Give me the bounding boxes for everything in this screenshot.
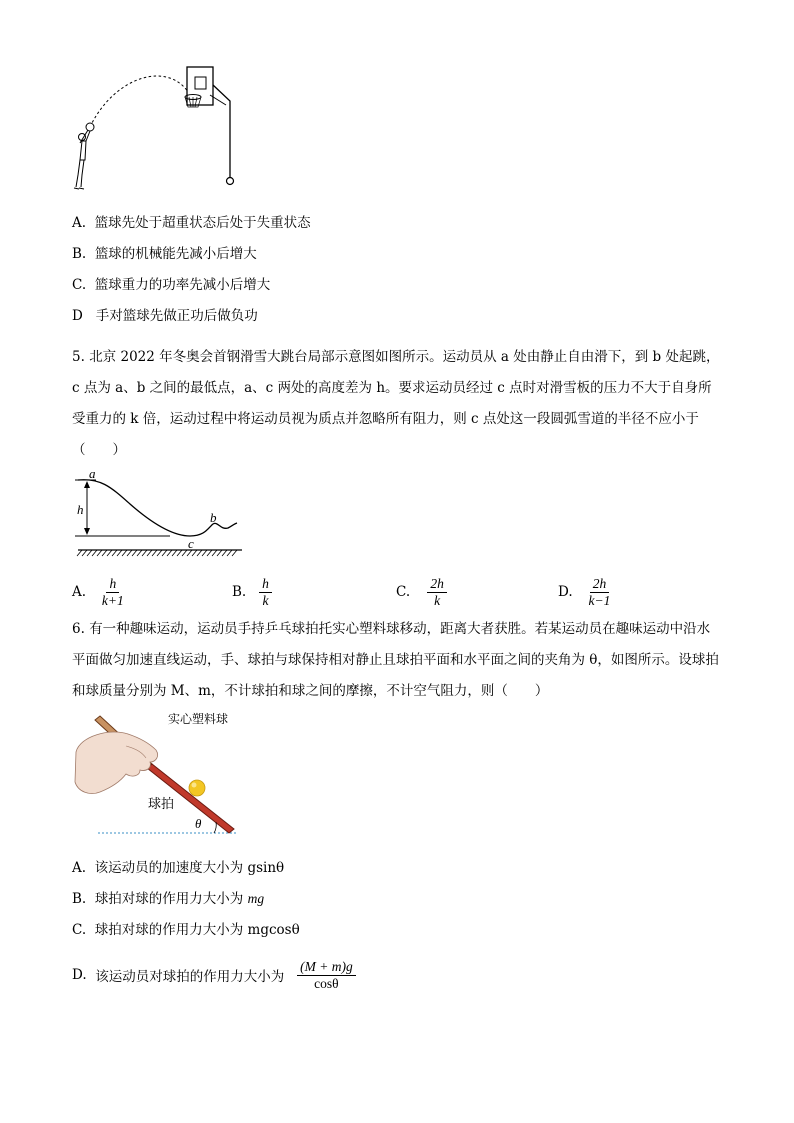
q6-option-c: C. 球拍对球的作用力大小为 mgcosθ — [72, 922, 300, 938]
label-racket: 球拍 — [148, 797, 175, 812]
label-c: c — [188, 536, 194, 551]
q6-option-d-fraction: $\frac{(M + m)g}{\cos\theta}$ — [297, 959, 356, 992]
racket-figure — [70, 712, 250, 840]
label-ball: 实心塑料球 — [168, 712, 229, 726]
q6-stem: 6. 有一种趣味运动，运动员手持乒乓球拍托实心塑料球移动，距离大者获胜。若某运动员在趣味运动中沿水平面做匀加速直线运动，手、球拍与球保持相对静止且球拍平面和水平面之间的夹角为 θ，如图所示。设球拍和球质量分别为 M、m，不计球拍和球之间的摩擦，不计空气阻力，则（ ） — [72, 621, 719, 699]
q4-option-c: C. 篮球重力的功率先减小后增大 — [72, 277, 271, 293]
q5-option-d-fraction: $\frac{2h}{k-1}$ — [588, 575, 611, 608]
q4-option-d: D 手对篮球先做正功后做负功 — [72, 308, 258, 324]
plastic-ball — [189, 780, 205, 796]
label-h: h — [77, 502, 84, 517]
q4-option-b: B. 篮球的机械能先减小后增大 — [72, 246, 257, 262]
q5-option-b-fraction: $\frac{h}{k}$ — [259, 576, 272, 609]
pole-base — [227, 178, 234, 185]
q6-option-d: D. 该运动员对球拍的作用力大小为 $\frac{(M + m)g}{\cos\theta}$ — [72, 955, 356, 995]
ski-slope-figure — [70, 466, 245, 566]
q5-option-c: C. $\frac{2h}{k}$ — [396, 572, 447, 612]
pole — [213, 85, 230, 180]
trajectory-path — [90, 76, 190, 127]
q5-option-b: B. $\frac{h}{k}$ — [232, 572, 272, 612]
q5-option-a-fraction: $\frac{h}{k+1}$ — [101, 575, 124, 608]
label-a: a — [89, 466, 96, 481]
label-b: b — [210, 510, 217, 525]
slope-curve — [78, 480, 237, 536]
basketball-figure — [60, 55, 260, 205]
q4-option-a: A. 篮球先处于超重状态后处于失重状态 — [72, 215, 311, 231]
label-theta: θ — [195, 816, 202, 831]
q5-option-d: D. $\frac{2h}{k-1}$ — [558, 572, 613, 612]
q5-option-c-fraction: $\frac{2h}{k}$ — [427, 576, 447, 609]
q6-option-b: B. 球拍对球的作用力大小为 mg — [72, 891, 265, 907]
angle-arc — [214, 822, 216, 833]
q6-option-a: A. 该运动员的加速度大小为 gsinθ — [72, 860, 285, 876]
q5-stem: 5. 北京 2022 年冬奥会首钢滑雪大跳台局部示意图如图所示。运动员从 a 处由静止自由滑下，到 b 处起跳，c 点为 a、b 之间的最低点，a、c 两处的高度差为 h。要求运动员经过 c 点时对滑雪板的压力不大于自身所受重力的 k 倍，运动过程中将运动员视为质点并忽略所有阻力，则 c 点处这一段圆弧雪道的半径不应小于（ ） — [72, 349, 720, 458]
player — [74, 123, 94, 189]
hand — [75, 732, 158, 794]
q5-option-a: A. $\frac{h}{k+1}$ — [72, 572, 127, 612]
